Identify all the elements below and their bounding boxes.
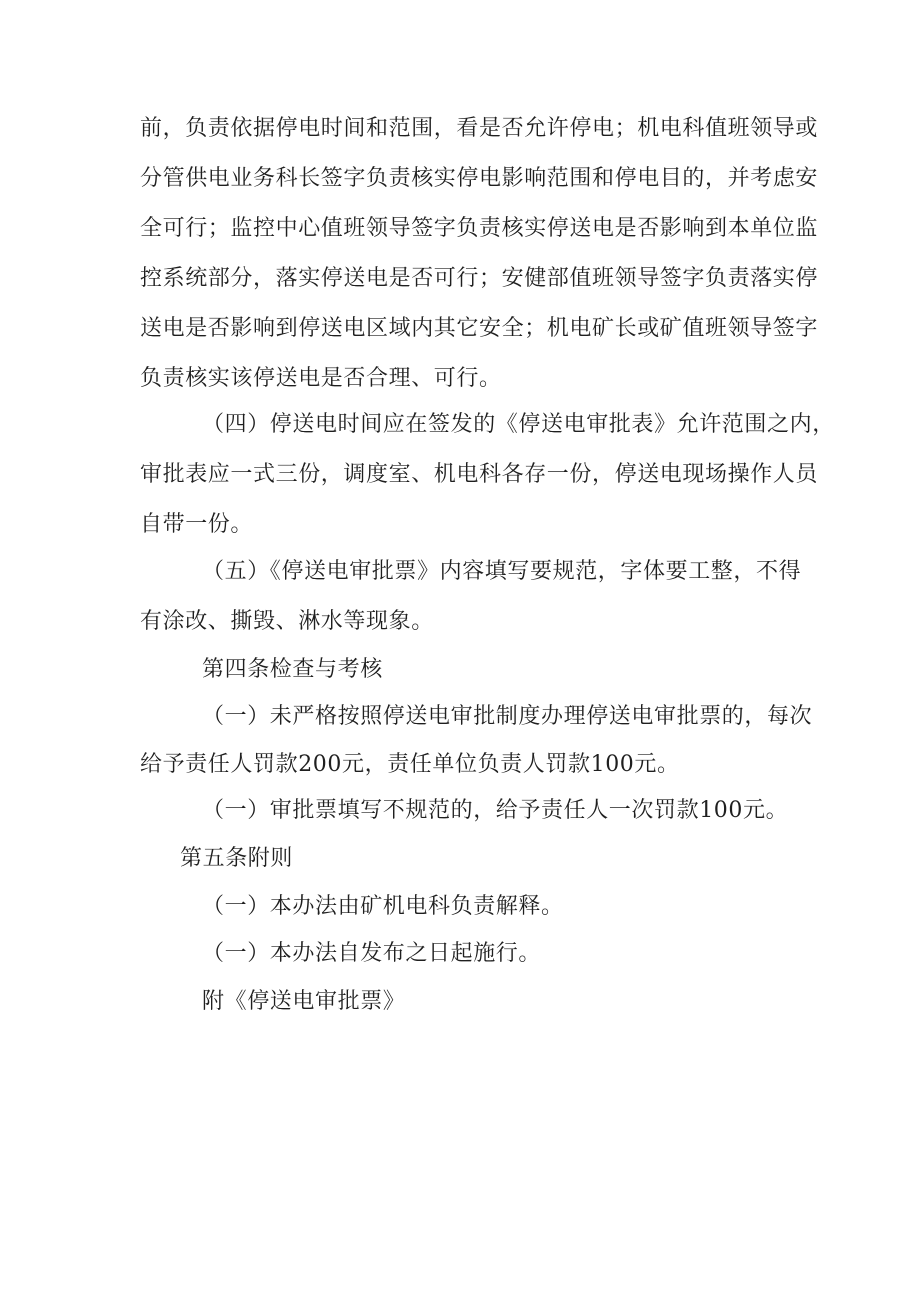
paragraph-line-17: （一）本办法由矿机电科负责解释。 <box>202 894 564 919</box>
paragraph-line-8: 审批表应一式三份，调度室、机电科各存一份，停送电现场操作人员 <box>140 462 819 487</box>
section-heading-4: 第四条检查与考核 <box>202 657 383 682</box>
paragraph-line-18: （一）本办法自发布之日起施行。 <box>202 941 542 966</box>
paragraph-line-11: 有涂改、撕毁、淋水等现象。 <box>140 609 434 634</box>
paragraph-line-4: 控系统部分，落实停送电是否可行；安健部值班领导签字负责落实停 <box>140 266 819 291</box>
paragraph-line-15: （一）审批票填写不规范的，给予责任人一次罚款100元。 <box>202 798 789 823</box>
paragraph-line-10: （五）《停送电审批票》内容填写要规范，字体要工整，不得 <box>202 559 802 584</box>
paragraph-line-14: 给予责任人罚款200元，责任单位负责人罚款100元。 <box>140 752 680 777</box>
paragraph-line-9: 自带一份。 <box>140 512 254 537</box>
paragraph-line-6: 负责核实该停送电是否合理、可行。 <box>140 366 502 391</box>
section-heading-5: 第五条附则 <box>180 846 294 871</box>
attachment-note: 附《停送电审批票》 <box>202 989 406 1014</box>
paragraph-line-2: 分管供电业务科长签字负责核实停电影响范围和停电目的，并考虑安 <box>140 166 819 191</box>
paragraph-line-13: （一）未严格按照停送电审批制度办理停送电审批票的，每次 <box>202 704 813 729</box>
paragraph-line-1: 前，负责依据停电时间和范围，看是否允许停电；机电科值班领导或 <box>140 116 819 141</box>
paragraph-line-7: （四）停送电时间应在签发的《停送电审批表》允许范围之内， <box>202 412 835 437</box>
paragraph-line-3: 全可行；监控中心值班领导签字负责核实停送电是否影响到本单位监 <box>140 216 819 241</box>
paragraph-line-5: 送电是否影响到停送电区域内其它安全；机电矿长或矿值班领导签字 <box>140 316 819 341</box>
